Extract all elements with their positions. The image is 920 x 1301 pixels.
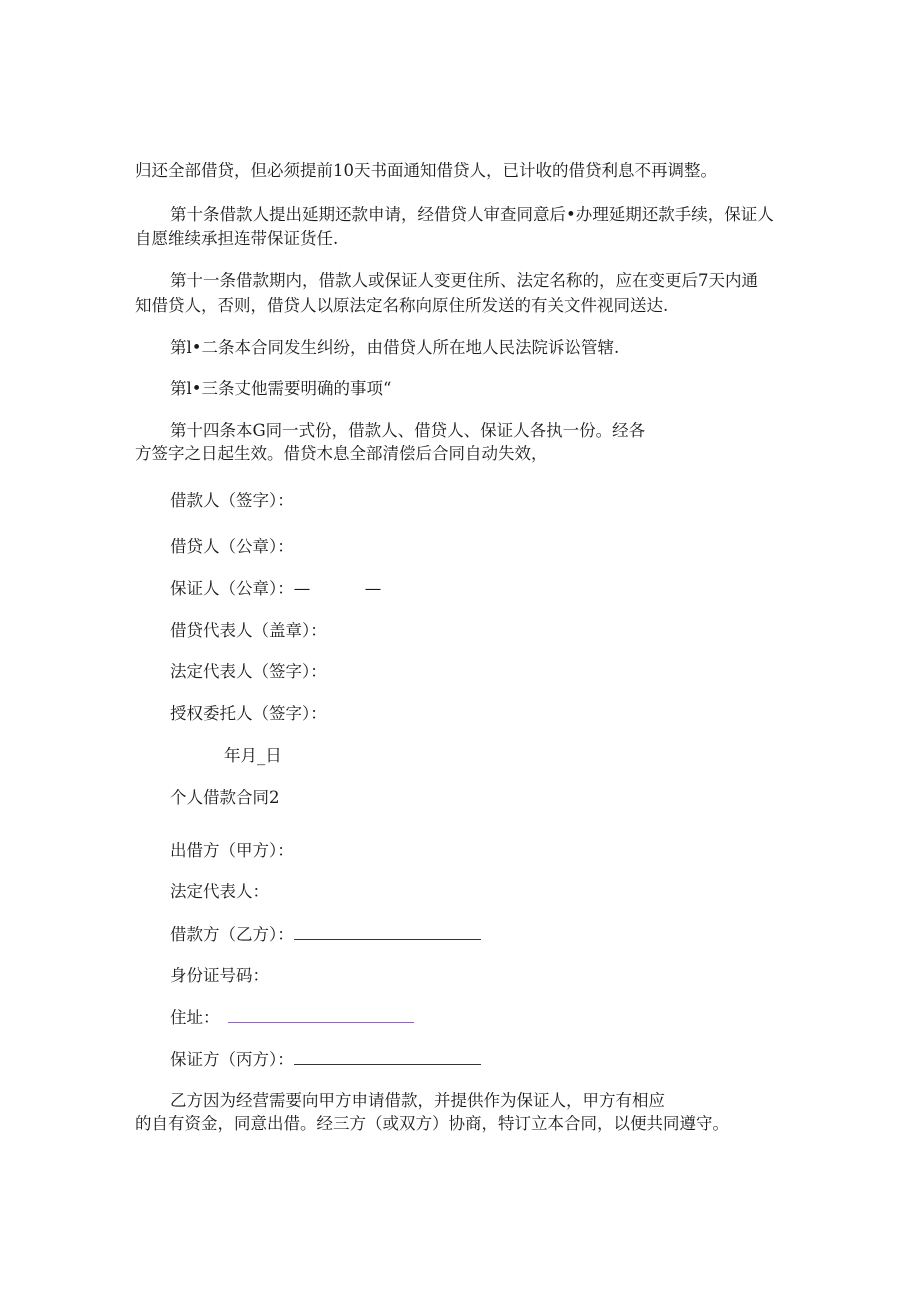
field-legal-rep: 法定代表人： (170, 882, 269, 901)
signature-guarantor-dash: — (364, 579, 382, 598)
paragraph-line: 乙方因为经营需要向甲方申请借款，并提供作为保证人，甲方有相应 (170, 1091, 665, 1110)
signature-borrower: 借款人（签字）： (170, 491, 294, 510)
contract-title: 个人借款合同2 (170, 788, 280, 807)
field-id-number: 身份证号码： (170, 966, 269, 985)
field-party-b-label: 借款方（乙方）： (170, 925, 294, 944)
field-party-c-label: 保证方（丙方）： (170, 1050, 294, 1069)
field-party-b (170, 923, 481, 946)
signature-lender: 借贷人（公章）： (170, 537, 294, 556)
paragraph-line: 第l•二条本合同发生纠纷，由借贷人所在地人民法院诉讼管辖. (170, 338, 620, 357)
field-party-a: 出借方（甲方）： (170, 841, 294, 860)
paragraph-line: 方签字之日起生效。借贷木息全部清偿后合同自动失效， (135, 444, 548, 463)
paragraph-line: 的自有资金，同意出借。经三方（或双方）协商，特订立本合同，以便共同遵守。 (135, 1114, 729, 1133)
paragraph-line: 第十条借款人提出延期还款申请，经借贷人审查同意后•办理延期还款手续，保证人 (170, 205, 774, 224)
signature-date: 年月_日 (224, 746, 282, 765)
field-address (170, 1006, 414, 1029)
signature-lender-rep: 借贷代表人（盖章）： (170, 621, 327, 640)
paragraph-line: 知借贷人，否则，借贷人以原法定名称向原住所发送的有关文件视同送达. (135, 296, 669, 315)
signature-legal-rep: 法定代表人（签字）： (170, 662, 327, 681)
paragraph-line: 第十四条本G同一式份，借款人、借贷人、保证人各执一份。经各 (170, 421, 646, 440)
party-b-blank (294, 923, 481, 940)
paragraph-line: 归还全部借贷，但必须提前10天书面通知借贷人，已计收的借贷利息不再调整。 (135, 161, 717, 180)
address-blank (228, 1006, 414, 1023)
paragraph-line: 第l•三条丈他需要明确的事项“ (170, 379, 392, 398)
paragraph-line: 第十一条借款期内，借款人或保证人变更住所、法定名称的，应在变更后7天内通 (170, 271, 758, 290)
signature-guarantor-label: 保证人（公章）：— (170, 579, 311, 598)
paragraph-line: 自愿维续承担连带保证货任. (135, 229, 339, 248)
party-c-blank (294, 1048, 481, 1065)
field-address-label: 住址： (170, 1008, 220, 1027)
field-party-c (170, 1048, 481, 1071)
signature-guarantor (170, 578, 381, 600)
signature-authorized: 授权委托人（签字）： (170, 704, 327, 723)
